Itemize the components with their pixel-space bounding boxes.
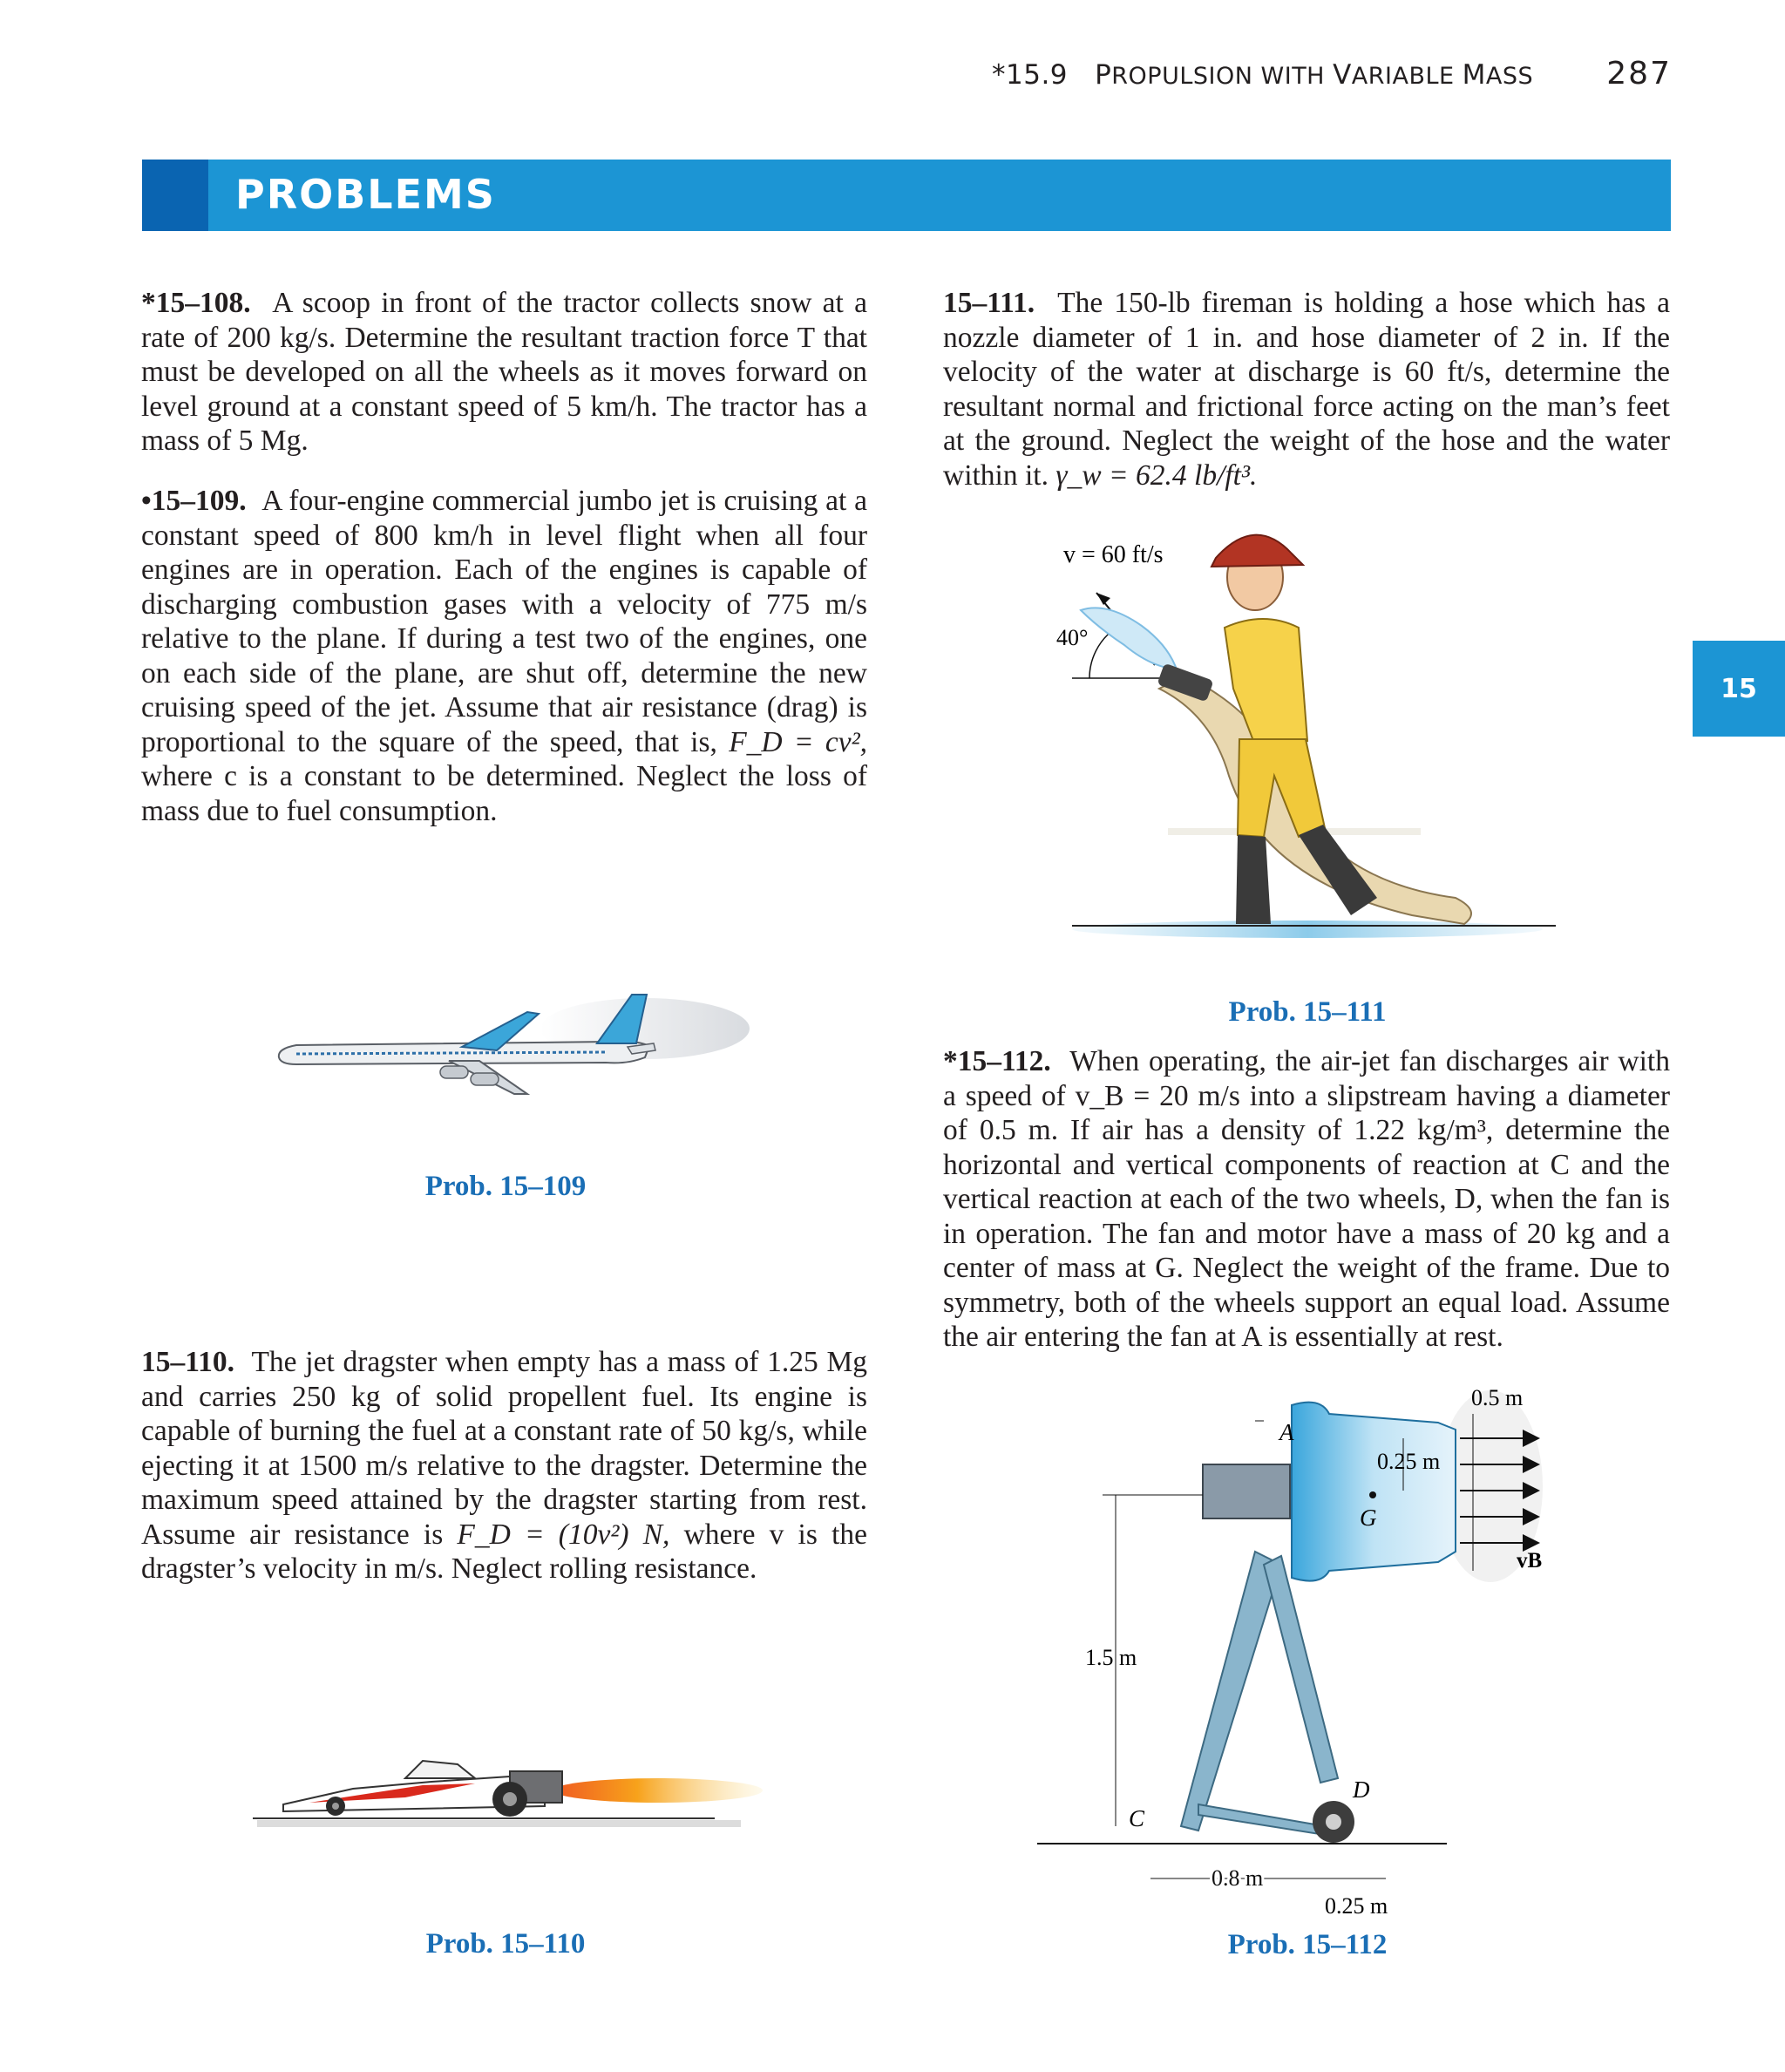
- fan-shroud: [1292, 1403, 1456, 1581]
- velocity-arrowhead: [1096, 593, 1110, 605]
- radius-label: 0.25 m: [1377, 1449, 1441, 1474]
- problem-text: The 150-lb fireman is holding a hose which has a nozzle diameter of 1 in. and hose diameter of 2 in. If the velocity of the water at discharge is 60 ft/s, determine the resultant normal and frictional force acting on the man’s feet at the ground. Neglect the weight of the hose and the water within it.: [943, 287, 1670, 492]
- motor-housing: [1203, 1464, 1290, 1518]
- vB-label: vB: [1517, 1549, 1543, 1573]
- problem-number: *15–112.: [943, 1045, 1051, 1077]
- problem-15-108: [141, 286, 867, 459]
- ground-puddle: [1072, 921, 1543, 938]
- page-number: 287: [1606, 56, 1672, 92]
- banner-square: [142, 160, 208, 231]
- caption-15-109: Prob. 15–109: [424, 1171, 587, 1202]
- problem-text: A four-engine commercial jumbo jet is cruising at a constant speed of 800 km/h in level flight when all four engines are in operation. Each of the engines is capable of discharging combustion gases with a velocity of 775 m/s relative to the plane. If during a test two of the engines, one on each side of the plane, are shut off, determine the new cruising speed of the jet. Assume that air resistance (drag) is proportional to the square of the speed, that is,: [141, 485, 868, 758]
- point-D-label: D: [1353, 1776, 1370, 1803]
- exhaust-flame: [553, 1778, 763, 1803]
- chapter-tab: 15: [1693, 641, 1785, 737]
- fireman-figure: [1046, 514, 1569, 959]
- problem-15-109: [141, 484, 867, 828]
- velocity-label: v = 60 ft/s: [1063, 541, 1164, 568]
- air-jet-fan-figure: [1028, 1377, 1551, 1926]
- problem-number: •15–109.: [141, 485, 247, 517]
- diameter-label: 0.5 m: [1471, 1385, 1524, 1410]
- point-C-label: C: [1129, 1805, 1145, 1831]
- water-jet: [1081, 608, 1177, 669]
- banner-title: PROBLEMS: [235, 171, 496, 218]
- section-title: PROPULSION WITH VARIABLE MASS: [1095, 59, 1534, 91]
- drag-formula: F_D = cv²,: [729, 725, 868, 758]
- engine-1: [440, 1066, 468, 1078]
- engine-2: [471, 1073, 499, 1085]
- problem-15-110: [141, 1345, 867, 1586]
- problem-text: The jet dragster when empty has a mass of 1.25 Mg and carries 250 kg of solid propellent fuel. Its engine is capable of burning the fuel at a constant rate of 50 kg/s, while ejecting it at 1500 m/s relative to the dragster. Determine the maximum speed attained by the dragster starting from rest. Assume air resistance is: [141, 1346, 867, 1551]
- problem-text-cont: where v is the dragster’s velocity in m/s. Neglect rolling resistance.: [141, 1518, 868, 1585]
- problem-text: A scoop in front of the tractor collects snow at a rate of 200 kg/s. Determine the resultant traction force T that must be developed on all the wheels as it moves forward on level ground at a constant speed of 5 km/h. The tractor has a mass of 5 Mg.: [141, 287, 867, 457]
- problem-number: 15–111.: [943, 287, 1035, 319]
- problem-text-cont: where c is a constant to be determined. Neglect the loss of mass due to fuel consumption.: [141, 760, 867, 827]
- problem-number: *15–108.: [141, 287, 251, 319]
- angle-arc: [1089, 629, 1114, 678]
- caption-15-111: Prob. 15–111: [1228, 996, 1387, 1028]
- ground-shadow: [257, 1820, 741, 1827]
- caption-15-112: Prob. 15–112: [1227, 1929, 1388, 1960]
- cross-brace: [1198, 1804, 1325, 1835]
- wheel-hub: [1326, 1814, 1341, 1830]
- point-G-label: G: [1360, 1505, 1377, 1531]
- rear-leg: [1264, 1556, 1338, 1783]
- section-number: *15.9: [992, 59, 1069, 91]
- height-label: 1.5 m: [1085, 1645, 1137, 1670]
- water-weight-formula: γ_w = 62.4 lb/ft³.: [1055, 459, 1258, 492]
- point-A-label: A: [1279, 1419, 1294, 1445]
- jumbo-jet-figure: [261, 981, 750, 1120]
- offset-label: 0.25 m: [1325, 1893, 1388, 1919]
- caption-15-110: Prob. 15–110: [425, 1928, 586, 1960]
- dragster-figure: [248, 1726, 771, 1839]
- running-head: [992, 59, 1533, 91]
- rear-hub: [503, 1792, 517, 1806]
- roll-cage: [405, 1761, 475, 1778]
- angle-label: 40°: [1056, 625, 1089, 650]
- problem-text: When operating, the air-jet fan discharges air with a speed of v_B = 20 m/s into a slipstream having a diameter of 0.5 m. If air has a density of 1.22 kg/m³, determine the horizontal and vertical components of reaction at C and the vertical reaction at each of the two wheels, D, when the fan is in operation. The fan and motor have a mass of 20 kg and a center of mass at G. Neglect the weight of the frame. Due to symmetry, both of the wheels support an equal load. Assume the air entering the fan at A is essentially at rest.: [943, 1045, 1670, 1353]
- problem-15-111: [943, 286, 1670, 493]
- left-boot: [1236, 835, 1271, 924]
- front-leg: [1181, 1552, 1281, 1831]
- problem-number: 15–110.: [141, 1346, 235, 1378]
- drag-formula: F_D = (10v²) N,: [457, 1518, 670, 1551]
- front-hub: [332, 1803, 339, 1810]
- problem-15-112: [943, 1044, 1670, 1355]
- horizontal-label: 0.8 m: [1211, 1865, 1264, 1891]
- helmet-icon: [1211, 535, 1303, 567]
- center-of-mass-dot: [1369, 1491, 1376, 1498]
